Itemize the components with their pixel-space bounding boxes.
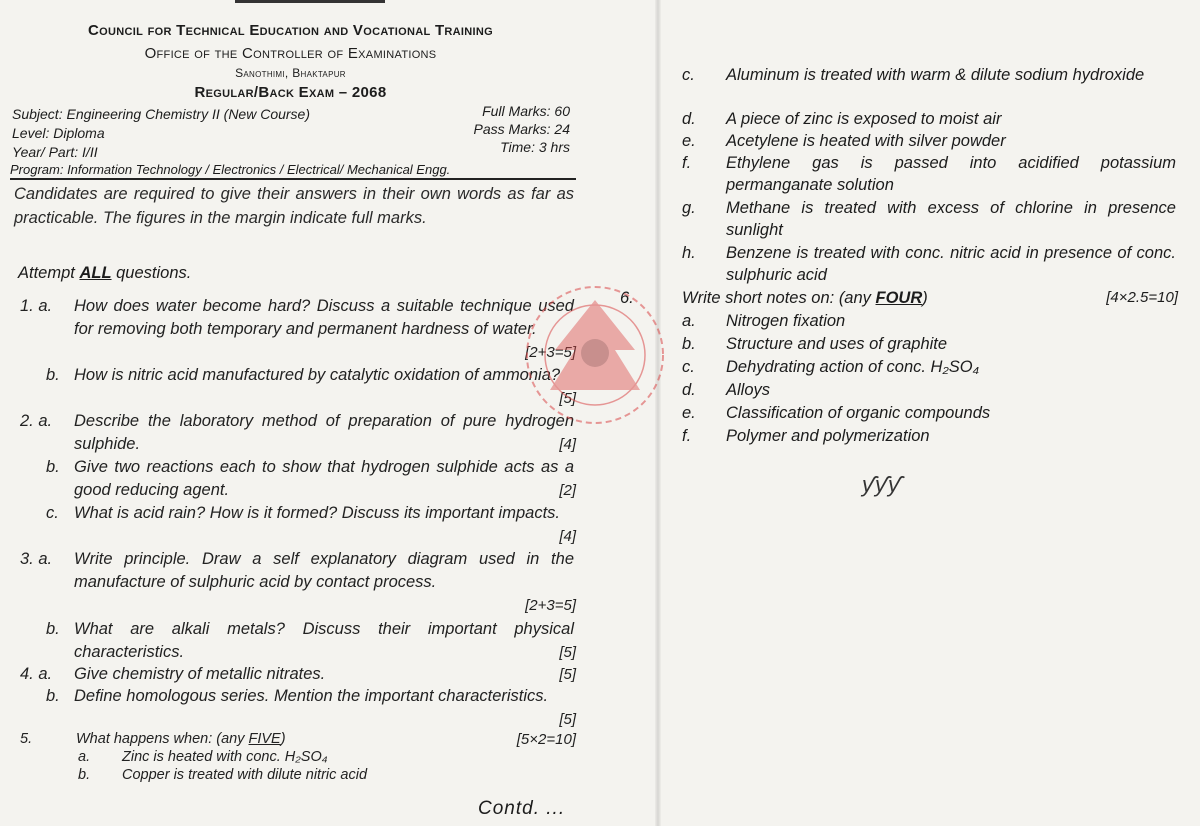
item-letter: e. (682, 404, 696, 422)
question-text: How is nitric acid manufactured by catalytic oxidation of ammonia? (74, 366, 561, 384)
question-number: 5. (20, 731, 33, 747)
q5-emph: FIVE (248, 731, 281, 747)
question-number: c. (46, 504, 59, 522)
question-number: b. (46, 687, 60, 705)
end-of-paper-mark: ƴƴƴ (862, 472, 901, 497)
item-text: Zinc is heated with conc. H₂SO₄ (122, 749, 328, 765)
item-text: Classification of organic compounds (726, 404, 991, 422)
question-text (682, 287, 928, 309)
item-letter: d. (682, 381, 696, 399)
question-4b (0, 685, 580, 731)
attempt-prefix: Attempt (18, 264, 80, 282)
question-text: Define homologous series. Mention the important characteristics. (74, 687, 549, 705)
level-line: Level: Diploma (12, 125, 105, 141)
attempt-suffix: questions. (111, 264, 192, 282)
item-text: Polymer and polymerization (726, 427, 930, 445)
question-text: Write principle. Draw a self explanatory diagram used in the manufacture of sulphuric acid by contact process. (74, 550, 574, 591)
q6-emph: FOUR (875, 289, 923, 307)
question-3a (0, 548, 580, 618)
item-letter: f. (682, 427, 692, 445)
item-letter: d. (682, 110, 696, 128)
question-marks: [4] (559, 528, 576, 545)
instructions: Candidates are required to give their answers in their own words as far as practicable. The figures in the margin indicate full marks. (14, 185, 574, 227)
q5-prefix: What happens when: (any (76, 731, 249, 747)
question-number: 3. a. (20, 550, 53, 568)
item-letter: c. (682, 66, 695, 84)
office-location: Sanothimi, Bhaktapur (235, 66, 346, 80)
attempt-all: ALL (79, 264, 112, 282)
question-number: 2. a. (20, 412, 53, 430)
question-marks: [5] (559, 390, 576, 407)
question-marks: [5] (559, 711, 576, 728)
question-text: How does water become hard? Discuss a suitable technique used for removing both temporary and permanent hardness of water. (74, 297, 574, 338)
question-text: Give chemistry of metallic nitrates. (74, 665, 326, 683)
subject-line: Subject: Engineering Chemistry II (New Course) (12, 106, 311, 122)
top-edge-mark (235, 0, 385, 3)
question-marks: [5] (559, 644, 576, 661)
question-1a (0, 295, 580, 365)
question-text: What is acid rain? How is it formed? Discuss its important impacts. (74, 504, 560, 522)
item-text: Methane is treated with excess of chlorine in presence sunlight (726, 199, 1176, 239)
question-4a (0, 663, 580, 686)
item-letter: f. (682, 154, 692, 172)
q6-prefix: Write short notes on: (any (682, 289, 876, 307)
question-number: b. (46, 620, 60, 638)
item-letter: b. (78, 767, 91, 783)
question-marks: [4×2.5=10] (1106, 289, 1178, 306)
question-2c (0, 502, 580, 548)
question-text: Describe the laboratory method of preparation of pure hydrogen sulphide. (74, 412, 574, 453)
item-letter: g. (682, 199, 696, 217)
item-text: Ethylene gas is passed into acidified potassium permanganate solution (726, 154, 1176, 194)
item-letter: h. (682, 244, 696, 262)
program-line: Program: Information Technology / Electronics / Electrical/ Mechanical Engg. (10, 162, 576, 180)
item-letter: a. (78, 749, 91, 765)
item-text: Structure and uses of graphite (726, 335, 948, 353)
q5-suffix: ) (280, 731, 286, 747)
item-text: Nitrogen fixation (726, 312, 846, 330)
question-marks: [5×2=10] (516, 731, 576, 748)
continued-label: Contd. ... (478, 798, 566, 819)
question-marks: [2+3=5] (525, 344, 576, 361)
question-marks: [2] (559, 482, 576, 499)
college-seal-watermark (520, 265, 670, 445)
question-5-header (0, 728, 580, 748)
q5-item-a (0, 746, 580, 766)
item-letter: b. (682, 335, 696, 353)
item-letter: e. (682, 132, 696, 150)
question-3b (0, 618, 580, 664)
item-text: A piece of zinc is exposed to moist air (726, 110, 1002, 128)
item-text: Aluminum is treated with warm & dilute sodium hydroxide (726, 66, 1145, 84)
attempt-line (18, 264, 191, 283)
question-2a (0, 410, 580, 456)
full-marks: Full Marks: 60 (482, 103, 570, 119)
q6-suffix: ) (922, 289, 928, 307)
question-2b (0, 456, 580, 502)
item-letter: c. (682, 358, 695, 376)
year-part-line: Year/ Part: I/II (12, 144, 98, 160)
question-number: 6. (620, 289, 634, 307)
item-text: Dehydrating action of conc. H₂SO₄ (726, 358, 980, 376)
question-marks: [2+3=5] (525, 597, 576, 614)
question-marks: [4] (559, 436, 576, 453)
question-number: 4. a. (20, 665, 53, 683)
council-title: Council for Technical Education and Vocational Training (88, 22, 493, 39)
exam-title: Regular/Back Exam – 2068 (194, 84, 387, 101)
question-1b (0, 364, 580, 410)
pass-marks: Pass Marks: 24 (473, 121, 570, 137)
item-text: Copper is treated with dilute nitric acid (122, 767, 368, 783)
question-number: 1. a. (20, 297, 53, 315)
item-letter: a. (682, 312, 696, 330)
question-marks: [5] (559, 666, 576, 683)
item-text: Benzene is treated with conc. nitric acid in presence of conc. sulphuric acid (726, 244, 1176, 284)
question-text: Give two reactions each to show that hydrogen sulphide acts as a good reducing agent. (74, 458, 574, 499)
question-number: b. (46, 366, 60, 384)
office-title: Office of the Controller of Examinations (144, 45, 437, 62)
q5-item-b (0, 764, 580, 784)
item-text: Acetylene is heated with silver powder (726, 132, 1006, 150)
time-allowed: Time: 3 hrs (500, 139, 570, 155)
question-number: b. (46, 458, 60, 476)
question-text: What are alkali metals? Discuss their important physical characteristics. (74, 620, 574, 661)
item-text: Alloys (726, 381, 771, 399)
